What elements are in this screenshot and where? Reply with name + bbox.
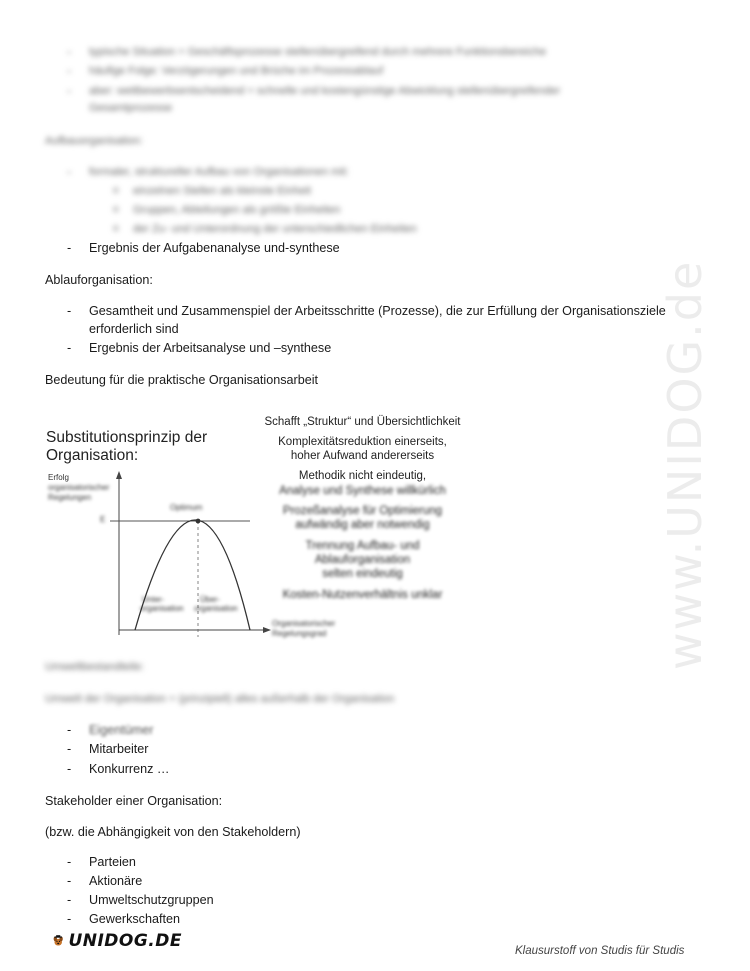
right-area-label-2: organisation [194,604,238,613]
footer-logo [52,925,182,957]
figure-title-line-2: Organisation: [46,447,139,464]
figure-text-3: hoher Aufwand andererseits [290,450,435,462]
footer-tagline: Klausurstoff von Studis für Studis [515,945,685,957]
y-axis-arrow [116,471,122,479]
x-axis-arrow [263,627,271,633]
circle-bullet: o [113,223,119,234]
stakeholder-item-4: Gewerkschaften [89,912,180,926]
optimum-axis-mark: E [100,515,106,524]
figure-text-10: selten eindeutig [322,568,403,580]
y-label-sub-1: organisatorischer [48,483,110,492]
dash: - [67,762,72,776]
dash: - [67,304,72,318]
dash: - [67,874,72,888]
dash: - [67,912,72,926]
ablauf-item-1-line-2: erforderlich sind [89,322,179,336]
umwelt-item-1: Eigentümer [89,723,154,737]
top-item-1: typische Situation = Geschäftsprozesse stellenübergreifend durch mehrere Funktionsbereiche [89,46,547,58]
stakeholder-item-1: Parteien [89,855,136,869]
umwelt-item-3: Konkurrenz … [89,762,170,776]
dash: - [67,241,72,255]
aufbau-sub-2: Gruppen, Abteilungen als größte Einheiten [133,204,341,216]
aufbau-sub-3: der Zu- und Unterordnung der unterschiedlichen Einheiten [133,223,417,235]
top-item-3-cont: Gesamtprozesse [89,102,173,114]
y-label: Erfolg [48,473,69,482]
figure-text-6: Prozeßanalyse für Optimierung [282,505,443,517]
dash: - [67,341,72,355]
umwelt-heading: Umweltbestandteile: [45,661,145,673]
figure-text-4: Methodik nicht eindeutig, [298,470,427,482]
figure-title-line-1: Substitutionsprinzip der [46,429,208,446]
dog-icon [52,926,64,956]
circle-bullet: o [113,204,119,215]
dash: - [67,893,72,907]
figure-text-7: aufwändig aber notwendig [295,519,430,531]
figure-text-8: Trennung Aufbau- und [305,540,420,552]
y-label-sub-2: Regelungen [48,493,92,502]
bedeutung-heading: Bedeutung für die praktische Organisationsarbeit [45,373,319,387]
figure-text-9: Ablauforganisation [314,554,411,566]
top-item-2: häufige Folge: Verzögerungen und Brüche im Prozessablauf [89,65,384,77]
dash: - [67,723,72,737]
watermark: www.UNIDOG.de [658,259,712,671]
figure-text-1: Schafft „Struktur“ und Übersichtlichkeit [264,416,461,428]
substitution-figure [40,405,480,645]
right-area-label-1: Über- [200,595,221,604]
dash: - [67,45,72,59]
x-label-2: Regelungsgrad [272,629,327,638]
figure-text-11: Kosten-Nutzenverhältnis unklar [282,589,443,601]
dash: - [67,165,72,179]
optimum-label: Optimum [170,503,203,512]
aufbau-sub-1: einzelnen Stellen als kleinste Einheit [133,185,311,197]
logo-text: UNIDOG.DE [68,931,182,951]
aufbau-heading: Aufbauorganisation: [45,135,143,147]
stakeholder-heading: Stakeholder einer Organisation: [45,794,223,808]
umwelt-definition: Umwelt der Organisation = (prinzipiell) alles außerhalb der Organisation [45,693,395,705]
circle-bullet: o [113,185,119,196]
dash: - [67,855,72,869]
ablauf-item-2: Ergebnis der Arbeitsanalyse und –synthese [89,341,332,355]
optimum-point [196,519,201,524]
x-label-1: Organisatorischer [272,619,336,628]
left-area-label-1: Unter- [142,595,165,604]
left-area-label-2: organisation [140,604,184,613]
ablauf-item-1-line-1: Gesamtheit und Zusammenspiel der Arbeitsschritte (Prozesse), die zur Erfüllung der Organisationsziele [89,304,666,318]
aufbau-item-main: formaler, struktureller Aufbau von Organisationen mit: [89,166,349,178]
top-item-3: aber: wettbewerbsentscheidend = schnelle und kostengünstige Abwicklung stellenübergreifender [89,85,561,97]
stakeholder-subheading: (bzw. die Abhängigkeit von den Stakeholdern) [45,825,301,839]
ablauf-heading: Ablauforganisation: [45,273,153,287]
aufbau-result: Ergebnis der Aufgabenanalyse und-synthese [89,241,340,255]
figure-text-2: Komplexitätsreduktion einerseits, [278,436,447,448]
dash: - [67,742,72,756]
stakeholder-item-3: Umweltschutzgruppen [89,893,214,907]
umwelt-item-2: Mitarbeiter [89,742,149,756]
dash: - [67,64,72,78]
dash: - [67,84,72,98]
stakeholder-item-2: Aktionäre [89,874,143,888]
figure-text-5: Analyse und Synthese willkürlich [279,485,446,497]
